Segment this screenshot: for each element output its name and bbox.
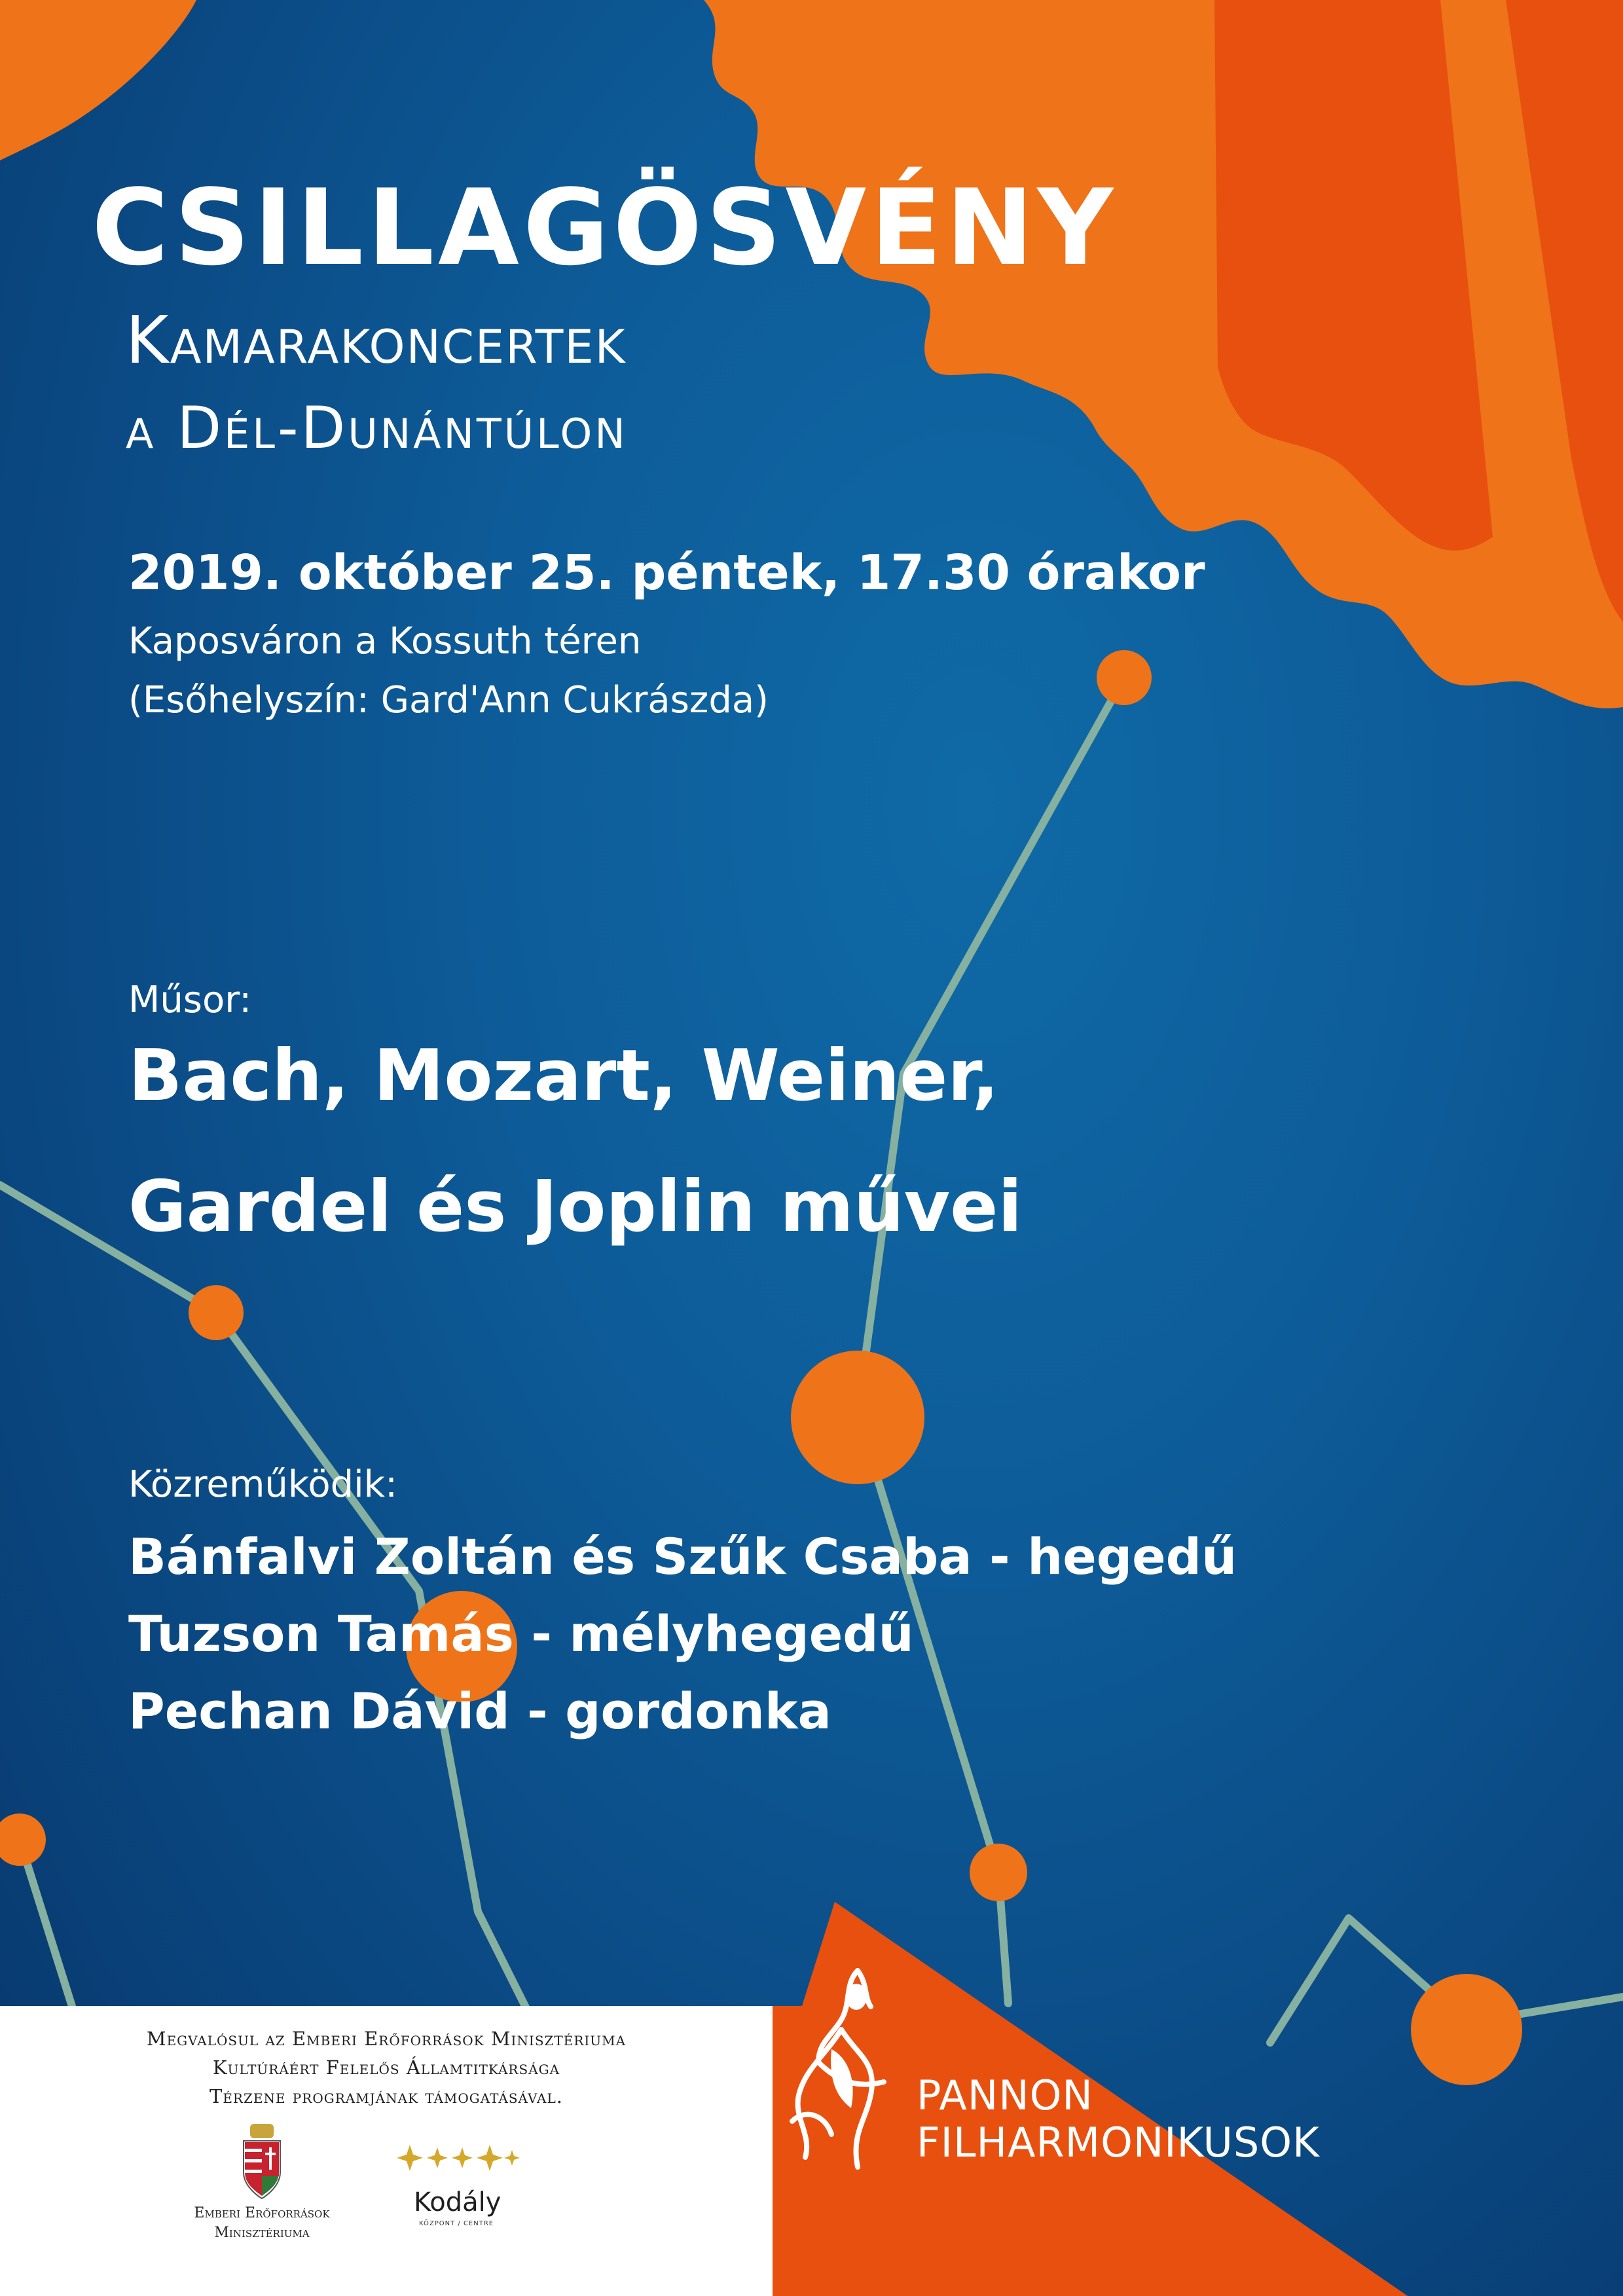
kodaly-tagline: KÖZPONT / CENTRE — [419, 2220, 494, 2227]
brand-name-line1: PANNON — [917, 2071, 1093, 2119]
program-line2: Gardel és Joplin művei — [128, 1166, 1023, 1248]
performer-item: Pechan Dávid - gordonka — [128, 1682, 831, 1740]
constellation-line-main — [858, 678, 1124, 2003]
orange-map-shape — [704, 0, 1623, 708]
poster-subtitle-line2: a Dél-Dunántúlon — [126, 394, 628, 462]
orange-corner-shape — [0, 0, 196, 160]
coat-of-arms-icon — [236, 2124, 288, 2202]
poster-subtitle-line1: Kamarakoncertek — [126, 302, 627, 378]
emmi-name-line1: Emberi Erőforrások — [194, 2205, 330, 2221]
star-left — [189, 1285, 244, 1340]
kodaly-name: Kodály — [414, 2187, 501, 2217]
star-lower — [970, 1844, 1027, 1901]
event-date: 2019. október 25. péntek, 17.30 órakor — [128, 545, 1205, 601]
support-text-line1: Megvalósul az Emberi Erőforrások Minisztériuma — [146, 2028, 627, 2050]
kodaly-stars-icon — [397, 2143, 521, 2172]
performer-item: Tuzson Tamás - mélyhegedű — [128, 1605, 914, 1663]
program-line1: Bach, Mozart, Weiner, — [128, 1035, 999, 1117]
event-venue: Kaposváron a Kossuth téren — [128, 620, 642, 663]
performers-label: Közreműködik: — [128, 1463, 397, 1506]
program-label: Műsor: — [128, 979, 252, 1021]
emmi-name-line2: Minisztériuma — [214, 2225, 310, 2241]
support-text-line3: Térzene programjának támogatásával. — [209, 2085, 563, 2107]
dancer-logo-icon — [779, 1958, 917, 2180]
event-rain-venue: (Esőhelyszín: Gard'Ann Cukrászda) — [128, 679, 769, 721]
star-top — [1097, 650, 1152, 705]
brand-name-line2: FILHARMONIKUSOK — [917, 2119, 1320, 2166]
poster-title: CSILLAGÖSVÉNY — [92, 166, 1118, 289]
support-text-line2: Kultúráért Felelős Államtitkársága — [212, 2056, 560, 2079]
star-right — [1411, 1974, 1522, 2085]
star-corner — [0, 1813, 46, 1866]
star-large — [791, 1351, 924, 1484]
performer-item: Bánfalvi Zoltán és Szűk Csaba - hegedű — [128, 1527, 1237, 1586]
